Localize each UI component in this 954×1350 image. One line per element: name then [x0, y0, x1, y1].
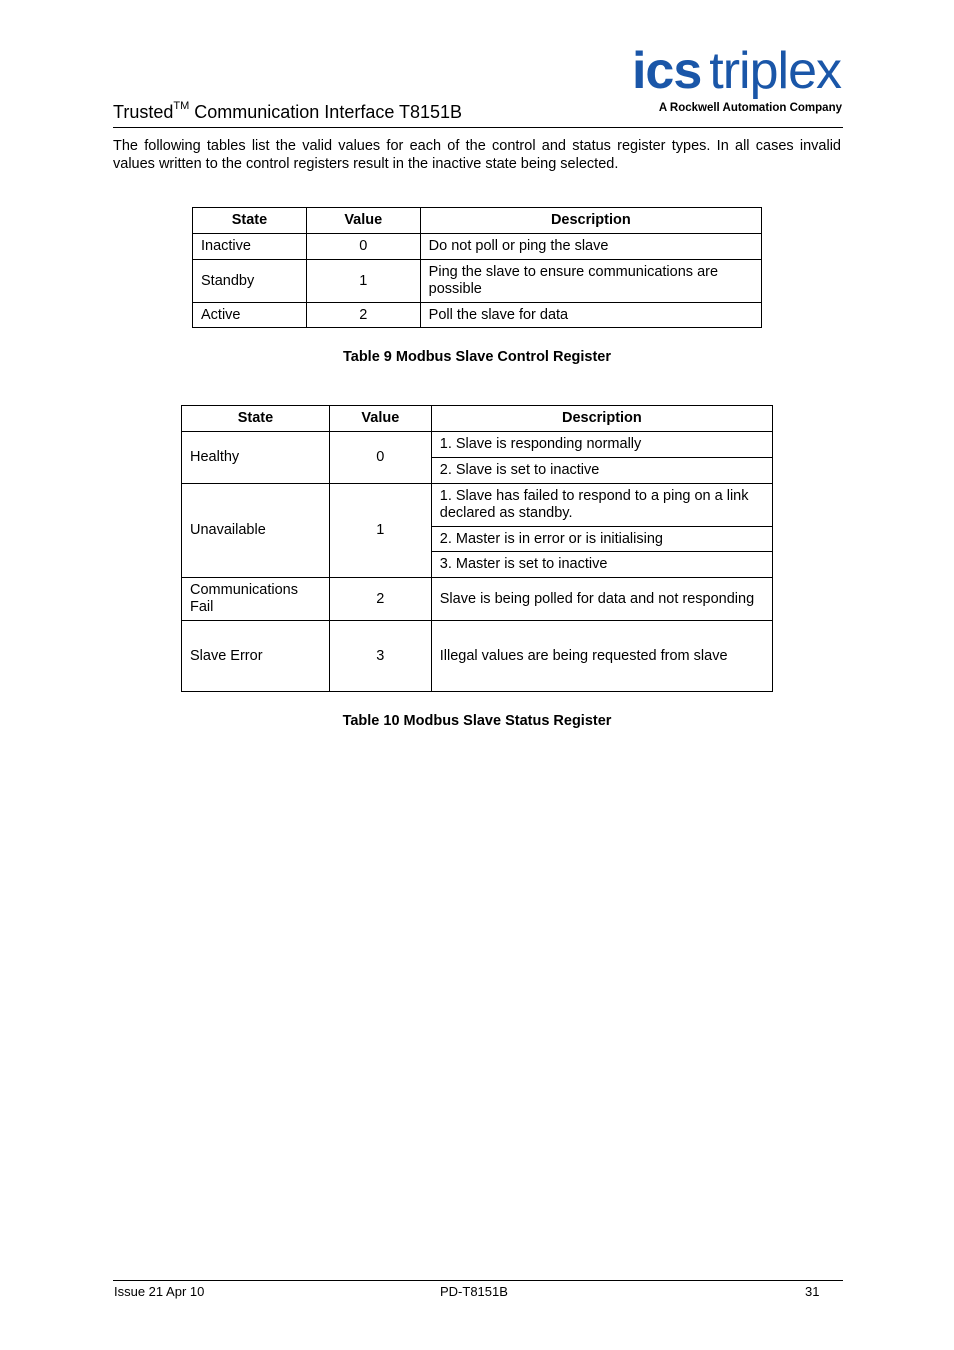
table-header-row	[193, 208, 762, 234]
column-header-value: Value	[329, 406, 431, 432]
description-cell: Ping the slave to ensure communications are possible	[420, 260, 761, 303]
logo-wordmark	[632, 40, 841, 102]
footer-page-number: 31	[805, 1284, 820, 1299]
control-register-table	[192, 207, 762, 328]
footer-issue: Issue 21 Apr 10	[114, 1284, 205, 1299]
table-row	[182, 484, 773, 527]
description-cell: 1. Slave has failed to respond to a ping on a link declared as standby.	[431, 484, 772, 527]
column-header-value: Value	[306, 208, 420, 234]
description-cell: 2. Slave is set to inactive	[431, 458, 772, 484]
ics-triplex-logo	[603, 40, 843, 120]
table-row	[193, 260, 762, 303]
title-rest: Communication Interface T8151B	[189, 102, 463, 122]
value-cell: 0	[306, 234, 420, 260]
state-cell: Healthy	[182, 432, 330, 484]
description-cell: Illegal values are being requested from slave	[431, 621, 772, 692]
state-cell: Unavailable	[182, 484, 330, 578]
title-main: Trusted	[113, 102, 174, 122]
table-row	[182, 432, 773, 458]
table-row	[193, 303, 762, 328]
state-cell: Slave Error	[182, 621, 330, 692]
status-register-table	[181, 405, 773, 692]
table-row	[182, 621, 773, 692]
description-cell: 1. Slave is responding normally	[431, 432, 772, 458]
value-cell: 3	[329, 621, 431, 692]
intro-paragraph: The following tables list the valid values for each of the control and status register types. In all cases invalid values written to the control registers result in the inactive state being selected.	[113, 138, 841, 172]
value-cell: 2	[306, 303, 420, 328]
table-row	[182, 578, 773, 621]
logo-triplex: triplex	[709, 42, 841, 100]
table-row	[193, 234, 762, 260]
description-cell: Poll the slave for data	[420, 303, 761, 328]
document-title	[113, 102, 462, 123]
description-cell: 2. Master is in error or is initialising	[431, 527, 772, 552]
column-header-state: State	[193, 208, 307, 234]
table-10-caption: Table 10 Modbus Slave Status Register	[342, 713, 612, 729]
state-cell: Communications Fail	[182, 578, 330, 621]
description-cell: Slave is being polled for data and not responding	[431, 578, 772, 621]
value-cell: 1	[306, 260, 420, 303]
page-footer	[113, 1280, 843, 1299]
state-cell: Inactive	[193, 234, 307, 260]
value-cell: 2	[329, 578, 431, 621]
table-9-caption: Table 9 Modbus Slave Control Register	[342, 349, 612, 365]
trademark-superscript: TM	[173, 100, 190, 112]
page-header	[113, 40, 843, 128]
value-cell: 0	[329, 432, 431, 484]
column-header-description: Description	[431, 406, 772, 432]
column-header-description: Description	[420, 208, 761, 234]
value-cell: 1	[329, 484, 431, 578]
logo-tagline: A Rockwell Automation Company	[658, 102, 842, 114]
column-header-state: State	[182, 406, 330, 432]
state-cell: Standby	[193, 260, 307, 303]
footer-doc-id: PD-T8151B	[440, 1284, 508, 1299]
state-cell: Active	[193, 303, 307, 328]
logo-ics: ics	[631, 42, 702, 100]
table-header-row	[182, 406, 773, 432]
description-cell: 3. Master is set to inactive	[431, 552, 772, 578]
description-cell: Do not poll or ping the slave	[420, 234, 761, 260]
